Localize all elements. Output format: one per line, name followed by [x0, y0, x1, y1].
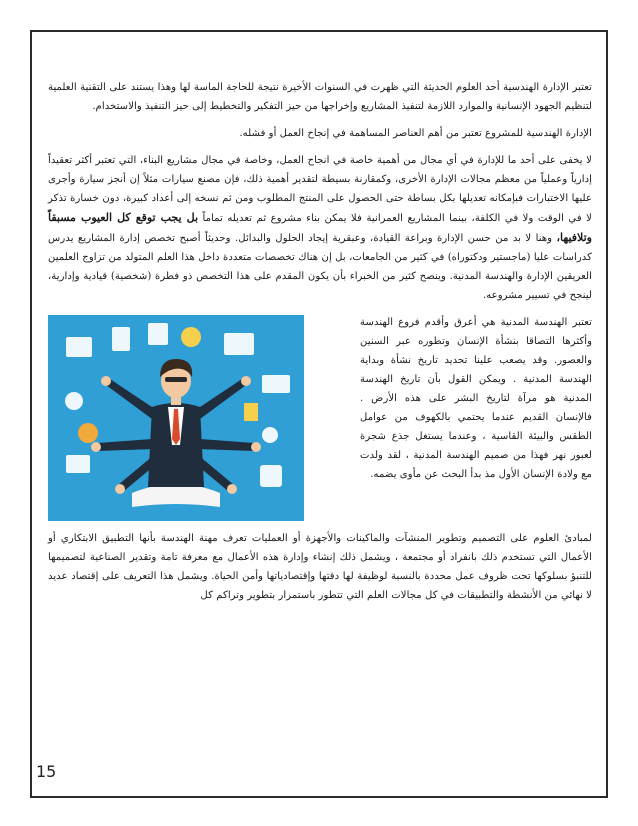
- paragraph-management-text-b: وهنا لا بد من حسن الإدارة وبراعة القيادة، وعبقرية إيجاد الحلول والبدائل. وحديثاً أصبح تخصص إدارة المشاريع يدرس كدراسات عليا (ماجستير ودكتوراه) في كثير من الجامعات، بل إن هناك تخصصات متعددة داخل هذا العلم المتولد من تزاوج العلمين العريقين الإدارة والهندسة المدنية. وينصح كثير من الخبراء بأن يكون المقدم على هذا التخصص ذو فطرة (شخصية) قيادية وإدارية، لينجح في تسيير مشروعه.: [48, 233, 592, 301]
- target-icon: [260, 465, 282, 487]
- folder-icon: [66, 455, 90, 473]
- page-number: 15: [36, 762, 57, 781]
- gear-icon: [65, 392, 83, 410]
- page-content: [48, 78, 592, 613]
- paragraph-intro: تعتبر الإدارة الهندسية أحد العلوم الحديثة التي ظهرت في السنوات الأخيرة نتيجة للحاجة الماسة لها وهذا يستند على التقنية العلمية لتنظيم الجهود الإنسانية والموارد اللازمة لتنفيذ المشاريع وإخراجها من حيز التفكير والتخطيط إلى حيز التنفيذ والاستخدام.: [48, 82, 592, 112]
- glasses: [165, 377, 187, 382]
- businessman-illustration: [48, 315, 304, 521]
- paragraph-management: [48, 151, 592, 305]
- paragraph-civil-engineering: تعتبر الهندسة المدنية هي أعرق وأقدم فروع الهندسة وأكثرها التصاقا بنشأة الإنسان وتطوره عبر السنين والعصور. وقد يصعب علينا تحديد تاريخ نشأة وبداية الهندسة المدنية . ويمكن القول بأن تاريخ الهندسة المدنية هو مرآة لتاريخ البشر على هذه الأرض . فالإنسان القديم عندما يحتمي بالكهوف من عوامل الطقس والبيئة القاسية ، وعندما يستغل جذع شجرة لعبور نهر فهذا من صميم الهندسة المدنية ، لقد ولدت مع ولادة الإنسان الأول مذ بدأ البحث عن مأوى يضمه.: [360, 317, 592, 480]
- paragraph-importance: الإدارة الهندسية للمشروع تعتبر من أهم العناصر المساهمة في إنجاح العمل أو فشله.: [239, 128, 592, 139]
- paragraph-engineering-definition: لمبادئ العلوم على التصميم وتطوير المنشآت والماكينات والأجهزة أو العمليات تعرف مهنة الهندسة بأنها التطبيق الابتكاري أو الأعمال التي تستخدم ذلك بانفراد أو مجتمعة ، ويشمل ذلك إنشاء وإدارة هذه الأعمال مع معرفة تامة وتقدير الصناعية لتصميمها للتنبؤ بسلوكها تحت ظروف عمل محددة بالنسبة لوظيفة لها دقتها وإقتصادياتها وأمن الحياة. ويشمل هذا التعريف على إقتصاد عديد لا نهائي من الأنشطة والتطبيقات في كل مجالات العلم التي تتطور باستمرار بتطوير وتراكم كل: [48, 533, 592, 601]
- monitor-icon: [224, 333, 254, 355]
- network-icon: [262, 427, 278, 443]
- multitasking-manager-image: [48, 315, 304, 521]
- calendar-icon: [148, 323, 168, 345]
- pie-chart-icon: [78, 423, 98, 443]
- paragraph-management-bold: بل يجب توقع كل العيوب مسبقاً وتلافيها،: [48, 211, 592, 244]
- civil-engineering-block: [48, 313, 592, 521]
- document-icon: [112, 327, 130, 351]
- mail-icon: [262, 375, 290, 393]
- chart-icon: [66, 337, 92, 357]
- lightbulb-icon: [181, 327, 201, 347]
- ring-binder-icon: [244, 403, 258, 421]
- paragraph-management-text-a: لا يخفى على أحد ما للإدارة في أي مجال من أهمية خاصة في انجاح العمل، وخاصة في مجال مشاريع البناء، التي تعتبر أكثر تعقيداً إدارياً وعملياً من معظم مجالات الإدارة الأخرى، وكمقارنة بسيطة لتقدير أهمية ذلك، فإن مصنع سيارات مثلاً إن أنجز سيارة وأجرى عليها الاختبارات فبإمكانه تعديلها بكل بساطة حتى الحصول على المنتج المطلوب ومن ثم نسخه إلى أعداد كبيرة، دون خسارة تذكر لا في الوقت ولا في الكلفة، بينما المشاريع العمرانية فلا يمكن بناء مشروع ثم تعديله تماماً: [48, 155, 592, 224]
